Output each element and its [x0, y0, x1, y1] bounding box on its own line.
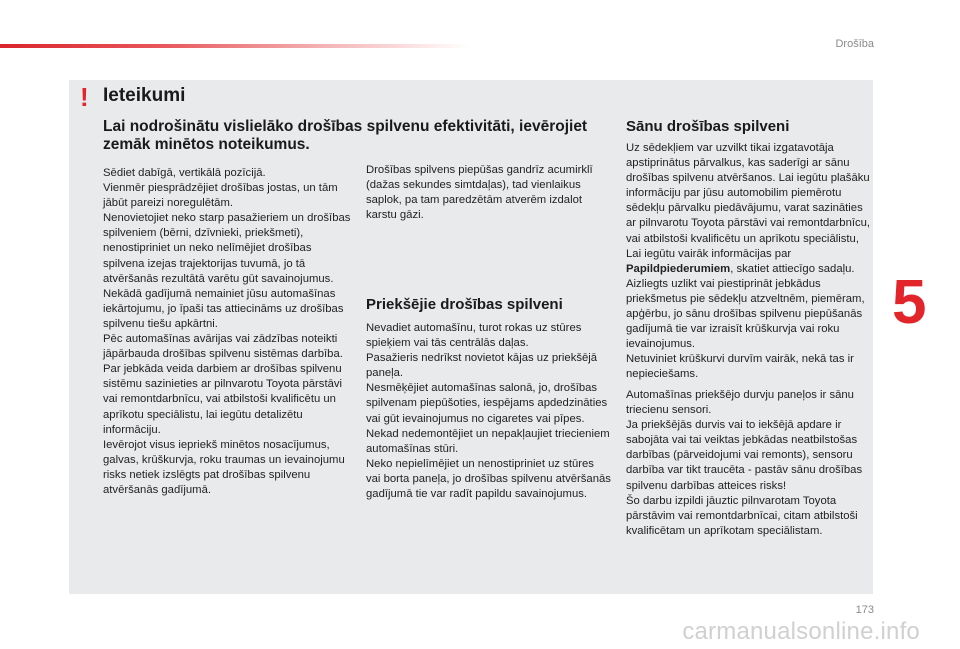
side-airbags-text-b	[626, 388, 874, 539]
chapter-number: 5	[892, 268, 927, 337]
general-advice-paragraph: Sēdiet dabīgā, vertikālā pozīcijā. Vienmēr piesprādzējiet drošības jostas, un tām jābūt pareizi noregulētām. Nenovietojiet neko starp pasažieriem un drošības spilveniem (bērni, dzīvnieki, priekšmeti), nenostipriniet un neko nelīmējiet drošības spilvena izejas trajektorijas tuvumā, jo tā atvēršanās rezultātā varētu gūt savainojumus. Nekādā gadījumā nemainiet jūsu automašīnas iekārtojumu, jo īpaši tas attiecināms uz drošības spilvenu tiešu apkārtni. Pēc automašīnas avārijas vai zādzības noteikti jāpārbauda drošības spilvenu sistēmas darbība. Par jebkāda veida darbiem ar drošības spilvenu sistēmu sazinieties ar pilnvarotu Toyota pārstāvi vai remontdarbnīcu, vai atbilstoši kvalificētu un aprīkotu speciālistu, lai iegūtu detalizētu informāciju. Ievērojot visus iepriekš minētos nosacījumus, galvas, krūškurvja, roku traumas un ievainojumu risks netiek izslēgts pat drošības spilvenu atvēršanās gadījumā.	[103, 167, 351, 496]
side-airbags-paragraph-a	[626, 141, 874, 383]
main-heading: Lai nodrošinātu vislielāko drošības spilvenu efektivitāti, ievērojiet zemāk minētos noteikumus.	[103, 118, 588, 153]
front-airbags-text	[366, 321, 611, 502]
side-airbags-heading: Sānu drošības spilveni	[626, 118, 790, 135]
accessories-term: Papildpiederumiem	[626, 262, 731, 275]
watermark: carmanualsonline.info	[682, 618, 920, 645]
general-advice-text	[103, 166, 353, 498]
panel-title: Ieteikumi	[103, 85, 186, 106]
side-text-part-1: Uz sēdekļiem var uzvilkt tikai izgatavotāja apstiprinātus pārvalkus, kas saderīgi ar sānu drošības spilvenu atvēršanos. Lai iegūtu plašāku informāciju par jūsu automobilim piemērotu sēdekļu pārvalku piedāvājumu, varat sazināties ar pilnvarotu Toyota pārstāvi vai remontdarbnīcu, vai atbilstoši kvalificētu un aprīkotu speciālistu, Lai iegūtu vairāk informācijas par	[626, 142, 871, 260]
header-accent-bar	[0, 44, 470, 48]
side-airbags-text-a	[626, 141, 874, 383]
side-text-part-2: , skatiet attiecīgo sadaļu. Aizliegts uzlikt vai piestiprināt jebkādus priekšmetus pie sēdekļu atzveltnēm, piemēram, apģērbu, jo sānu drošības spilvenu piepūšanās gadījumā tie var izraisīt krūškurvja vai roku ievainojumus. Netuviniet krūškurvi durvīm vairāk, nekā tas ir nepieciešams.	[626, 262, 865, 381]
side-airbags-paragraph-b: Automašīnas priekšējo durvju paneļos ir sānu triecienu sensori. Ja priekšējās durvis vai to iekšējā apdare ir sabojāta vai tai veiktas jebkādas neatbilstošas darbības (pārveidojumi vai remonts), sensoru darbība var tikt traucēta - pastāv sānu drošības spilvenu darbības atteices risks! Šo darbu izpildi jāuztic pilnvarotam Toyota pārstāvim vai remontdarbnīcai, citam atbilstoši kvalificētam un aprīkotam speciālistam.	[626, 389, 863, 537]
warning-icon: !	[80, 82, 89, 112]
inflation-info-paragraph: Drošības spilvens piepūšas gandrīz acumirklī (dažas sekundes simtdaļas), tad vienlaikus saplok, pa tam paredzētām atverēm izdalot karstu gāzi.	[366, 164, 593, 222]
section-name: Drošība	[835, 38, 874, 50]
front-airbags-heading: Priekšējie drošības spilveni	[366, 296, 563, 313]
inflation-info-text	[366, 163, 611, 223]
page-number: 173	[855, 604, 874, 616]
front-airbags-paragraph: Nevadiet automašīnu, turot rokas uz stūres spieķiem vai tās centrālās daļas. Pasažieris nedrīkst novietot kājas uz priekšējā paneļa. Nesmēķējiet automašīnas salonā, jo, drošības spilvenam piepūšoties, iespējams apdedzināties vai gūt ievainojumus no cigaretes vai pīpes. Nekad nedemontējiet un nepakļaujiet triecieniem automašīnas stūri. Neko nepielīmējiet un nenostipriniet uz stūres vai borta paneļa, jo drošības spilvenu atvēršanās gadījumā tie var radīt papildu savainojumus.	[366, 322, 611, 501]
